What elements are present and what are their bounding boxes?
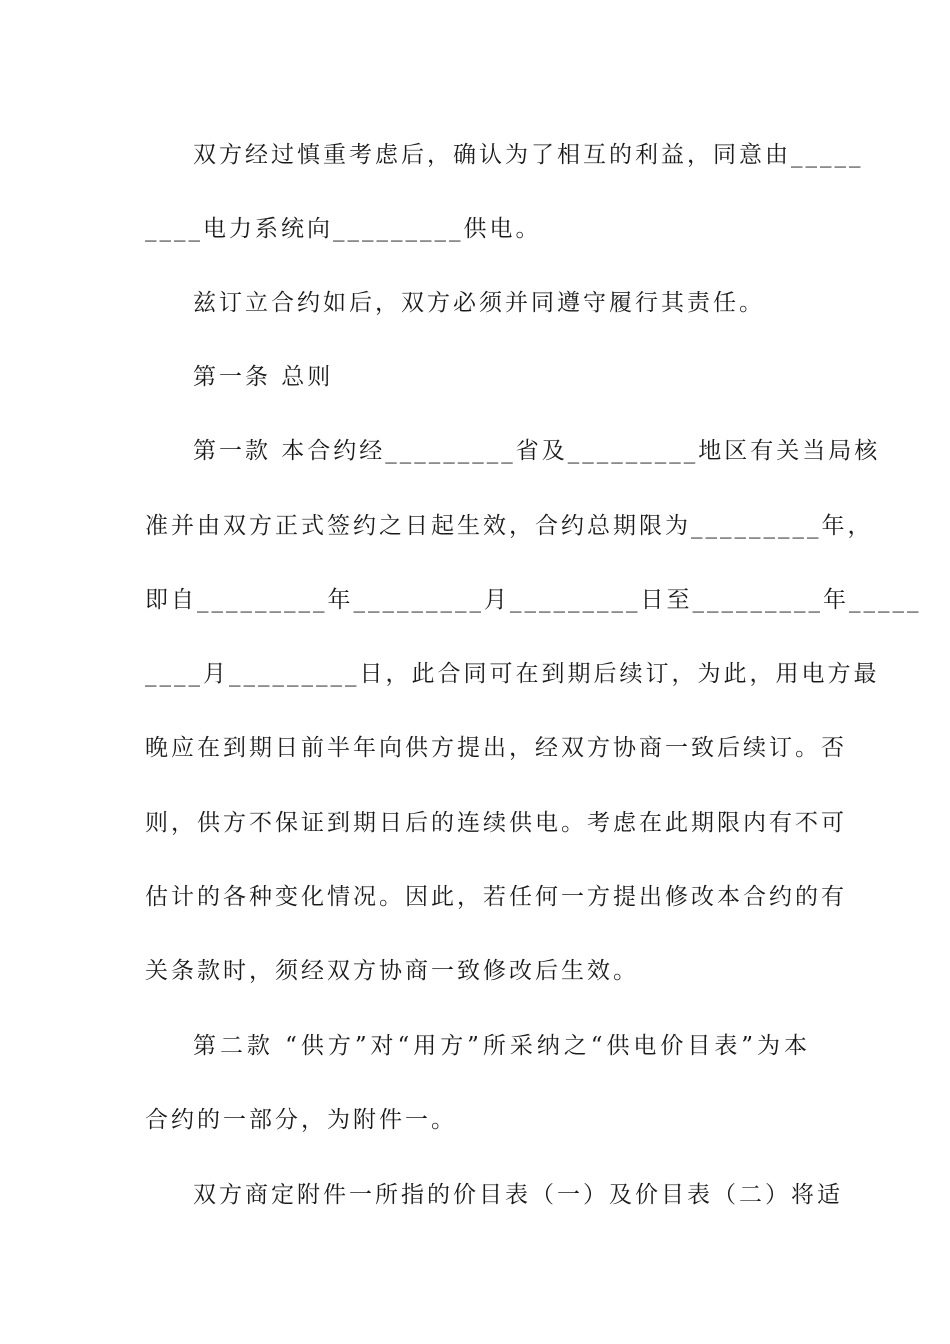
paragraph-line: 关条款时，须经双方协商一致修改后生效。 xyxy=(145,958,639,984)
paragraph-line: 双方经过慎重考虑后，确认为了相互的利益，同意由_____ xyxy=(193,142,864,168)
paragraph-line: 准并由双方正式签约之日起生效，合约总期限为_________年， xyxy=(145,513,874,539)
paragraph-line: ____月_________日，此合同可在到期后续订，为此，用电方最 xyxy=(145,661,880,687)
paragraph-line: 双方商定附件一所指的价目表（一）及价目表（二）将适 xyxy=(193,1182,843,1208)
section-heading: 第一条 总则 xyxy=(193,364,334,390)
paragraph-line: 第一款 本合约经_________省及_________地区有关当局核 xyxy=(193,438,881,464)
paragraph-line: 即自_________年_________月_________日至_________年_____ xyxy=(145,587,922,613)
paragraph-line: 晚应在到期日前半年向供方提出，经双方协商一致后续订。否 xyxy=(145,735,847,761)
paragraph-line: 第二款 “供方”对“用方”所采纳之“供电价目表”为本 xyxy=(193,1033,810,1059)
paragraph-line: 估计的各种变化情况。因此，若任何一方提出修改本合约的有 xyxy=(145,884,847,910)
paragraph-line: 合约的一部分，为附件一。 xyxy=(145,1107,457,1133)
paragraph-line: ____电力系统向_________供电。 xyxy=(145,216,542,242)
paragraph-line: 兹订立合约如后，双方必须并同遵守履行其责任。 xyxy=(193,290,765,316)
paragraph-line: 则，供方不保证到期日后的连续供电。考虑在此期限内有不可 xyxy=(145,810,847,836)
